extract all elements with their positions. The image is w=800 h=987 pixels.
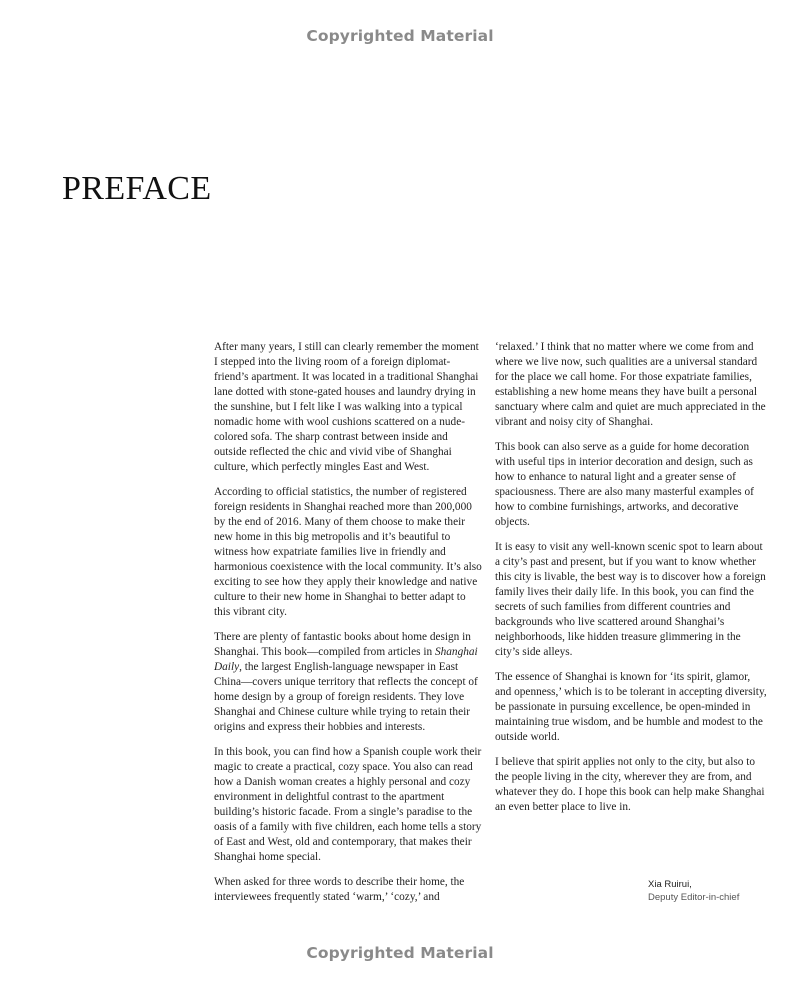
author-role: Deputy Editor-in-chief — [648, 892, 740, 903]
paragraph: The essence of Shanghai is known for ‘its spirit, glamor, and openness,’ which is to be tolerant in accepting diversity, be passionate in pursuing excellence, be open-minded in maintaining true wisdom, and be humble and modest to the outside world. — [495, 671, 767, 743]
newspaper-title: Shanghai Daily — [214, 646, 478, 673]
paragraph: It is easy to visit any well-known scenic spot to learn about a city’s past and present, but if you want to know whether this city is livable, the best way is to discover how a foreign family lives their daily life. In this book, you can find the secrets of such families from different countries and backgrounds who live scattered around Shanghai’s neighborhoods, like hidden treasure glimmering in the city’s side alleys. — [495, 541, 766, 658]
paragraph-text: , the largest English-language newspaper in East China—covers unique territory that reflects the concept of home design by a group of foreign residents. They love Shanghai and Chinese culture while trying to retain their origins and express their hobbies and interests. — [214, 661, 478, 733]
paragraph: After many years, I still can clearly remember the moment I stepped into the living room of a foreign diplomat-friend’s apartment. It was located in a traditional Shanghai lane dotted with stone-gated houses and laundry drying in the sunshine, but I felt like I was walking into a typical nomadic home with wool cushions scattered on a nude-colored sofa. The sharp contrast between inside and outside reflected the chic and vivid vibe of Shanghai culture, which perfectly mingles East and West. — [214, 341, 479, 473]
paragraph — [214, 630, 482, 735]
copyright-watermark-top: Copyrighted Material — [306, 27, 494, 45]
paragraph: According to official statistics, the number of registered foreign residents in Shanghai reached more than 200,000 by the end of 2016. Many of them choose to make their new home in this big metropolis and it’s beautiful to witness how expatriate families live in friendly and harmonious coexistence with the local community. It’s also exciting to see how they apply their knowledge and native culture to their new home in Shanghai to better adapt to this vibrant city. — [214, 486, 482, 618]
left-column — [214, 340, 482, 915]
copyright-watermark-bottom: Copyrighted Material — [306, 944, 494, 962]
page-title: PREFACE — [62, 170, 212, 207]
paragraph: In this book, you can find how a Spanish couple work their magic to create a practical, cozy space. You also can read how a Danish woman creates a highly personal and cozy environment in delightful contrast to the apartment building’s historic facade. From a single’s paradise to the oasis of a family with five children, each home tells a story of East and West, old and contemporary, that makes their Shanghai home special. — [214, 746, 482, 863]
paragraph: ‘relaxed.’ I think that no matter where we come from and where we live now, such qualities are a universal standard for the place we call home. For those expatriate families, establishing a new home means they have built a personal sanctuary where calm and quiet are much appreciated in the vibrant and noisy city of Shanghai. — [495, 341, 766, 428]
signature — [648, 878, 739, 904]
right-column — [495, 340, 767, 825]
paragraph: This book can also serve as a guide for home decoration with useful tips in interior decoration and design, such as how to enhance to natural light and a greater sense of spaciousness. There are also many masterful examples of how to combine furnishings, artworks, and decorative objects. — [495, 441, 754, 528]
author-name: Xia Ruirui, — [648, 879, 692, 890]
paragraph-text: There are plenty of fantastic books about home design in Shanghai. This book—compiled from articles in — [214, 631, 471, 658]
paragraph: When asked for three words to describe their home, the interviewees frequently stated ‘warm,’ ‘cozy,’ and — [214, 876, 465, 903]
paragraph: I believe that spirit applies not only to the city, but also to the people living in the city, wherever they are from, and whatever they do. I hope this book can help make Shanghai an even better place to live in. — [495, 756, 765, 813]
